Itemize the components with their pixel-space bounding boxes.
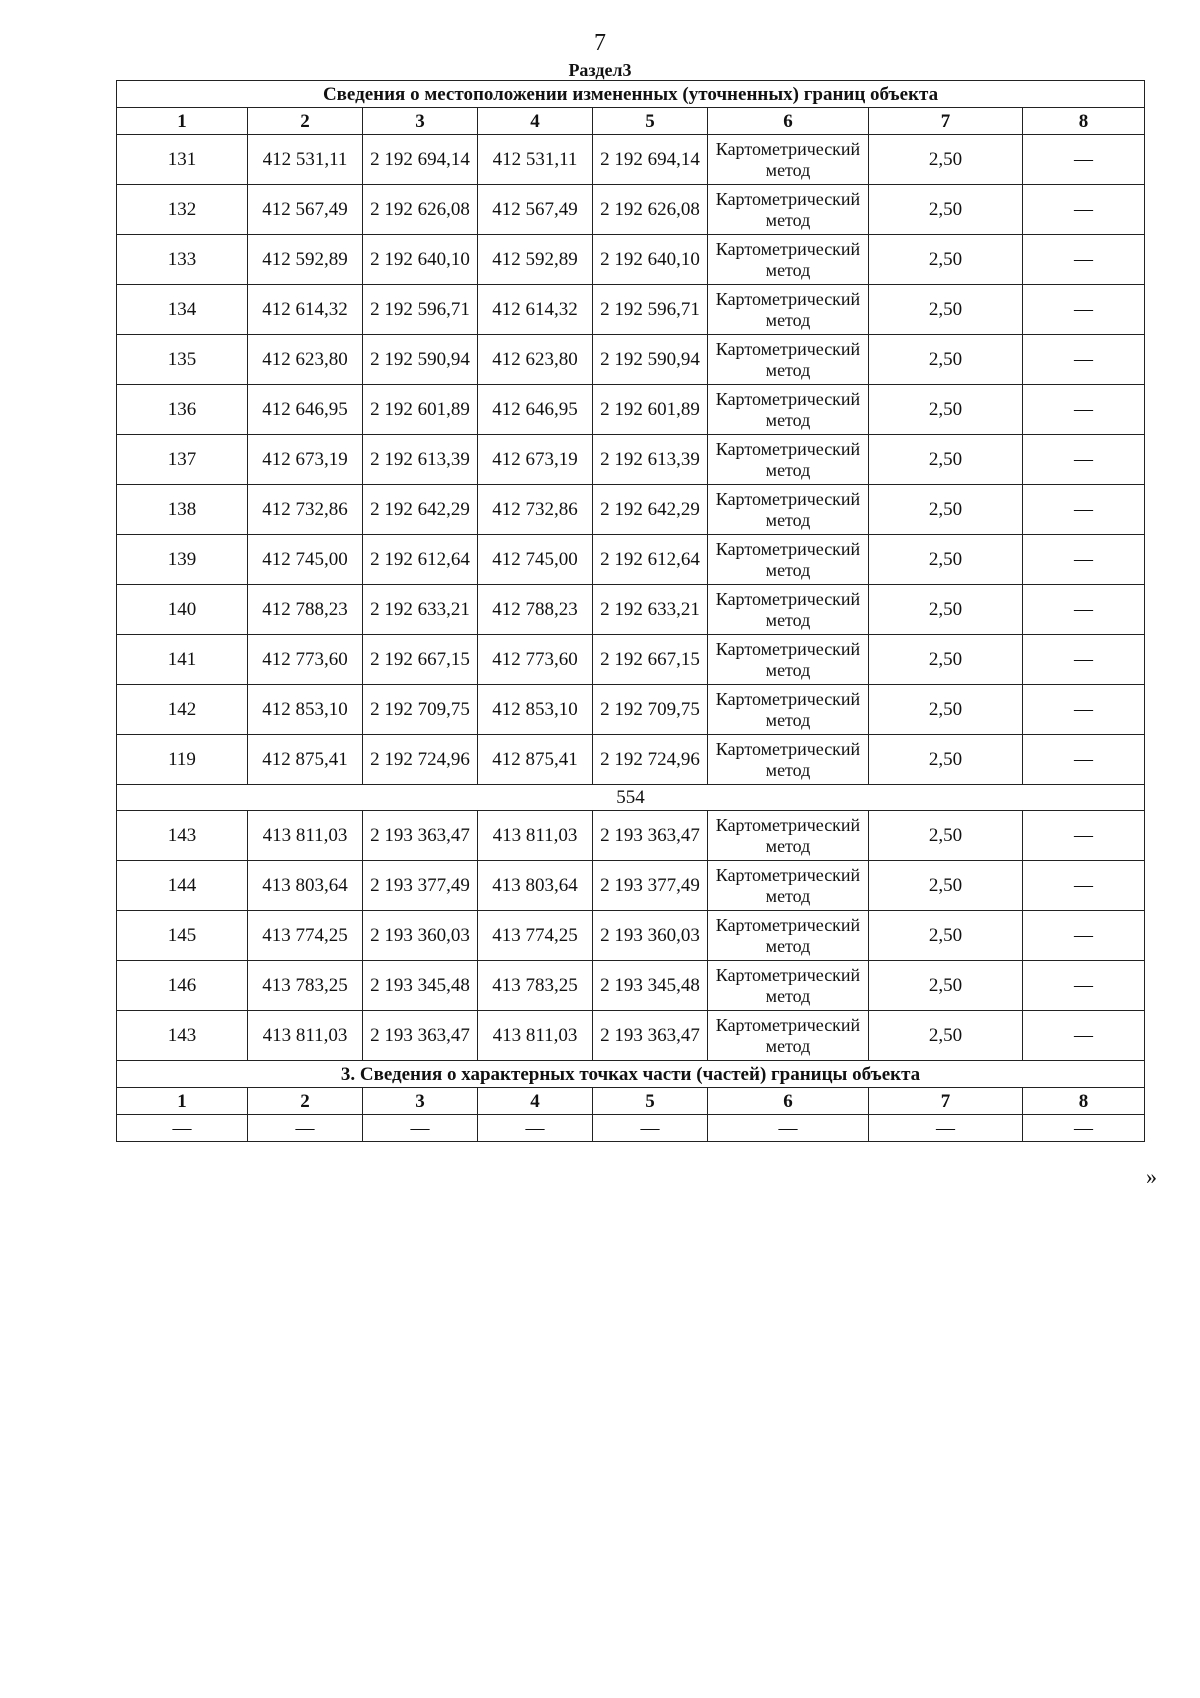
accuracy-cell: 2,50 — [869, 435, 1023, 485]
x-refined-cell: 412 773,60 — [478, 635, 593, 685]
section-label: Раздел3 — [568, 60, 632, 80]
table-row — [117, 861, 1145, 911]
table-row — [117, 135, 1145, 185]
x-refined-cell: 413 811,03 — [478, 811, 593, 861]
note-cell: — — [1023, 185, 1145, 235]
method-cell: Картометрический метод — [708, 335, 869, 385]
y-existing-cell: 2 192 590,94 — [363, 335, 478, 385]
method-cell: Картометрический метод — [708, 435, 869, 485]
point-number-cell: 142 — [117, 685, 248, 735]
accuracy-cell: 2,50 — [869, 585, 1023, 635]
x-existing-cell: 413 811,03 — [248, 1011, 363, 1061]
section3-header-col-1: 1 — [117, 1088, 248, 1115]
accuracy-cell: 2,50 — [869, 335, 1023, 385]
x-existing-cell: 412 646,95 — [248, 385, 363, 435]
y-existing-cell: 2 192 596,71 — [363, 285, 478, 335]
accuracy-cell: 2,50 — [869, 811, 1023, 861]
table-row — [117, 485, 1145, 535]
empty-cell: — — [593, 1115, 708, 1142]
note-cell: — — [1023, 961, 1145, 1011]
x-existing-cell: 412 623,80 — [248, 335, 363, 385]
y-existing-cell: 2 192 694,14 — [363, 135, 478, 185]
method-cell: Картометрический метод — [708, 911, 869, 961]
table-row — [117, 735, 1145, 785]
x-refined-cell: 412 646,95 — [478, 385, 593, 435]
point-number-cell: 131 — [117, 135, 248, 185]
method-cell: Картометрический метод — [708, 961, 869, 1011]
y-existing-cell: 2 192 601,89 — [363, 385, 478, 435]
x-existing-cell: 412 673,19 — [248, 435, 363, 485]
y-refined-cell: 2 192 724,96 — [593, 735, 708, 785]
table-row — [117, 585, 1145, 635]
x-existing-cell: 412 745,00 — [248, 535, 363, 585]
section3-header-col-5: 5 — [593, 1088, 708, 1115]
header-col-3: 3 — [363, 108, 478, 135]
empty-cell: — — [117, 1115, 248, 1142]
y-refined-cell: 2 193 360,03 — [593, 911, 708, 961]
x-refined-cell: 412 592,89 — [478, 235, 593, 285]
point-number-cell: 134 — [117, 285, 248, 335]
point-number-cell: 137 — [117, 435, 248, 485]
table-body — [117, 81, 1145, 1142]
method-cell: Картометрический метод — [708, 135, 869, 185]
y-existing-cell: 2 192 642,29 — [363, 485, 478, 535]
table-title: Сведения о местоположении измененных (уточненных) границ объекта — [117, 81, 1145, 108]
y-refined-cell: 2 192 694,14 — [593, 135, 708, 185]
y-refined-cell: 2 192 590,94 — [593, 335, 708, 385]
header-col-6: 6 — [708, 108, 869, 135]
point-number-cell: 146 — [117, 961, 248, 1011]
y-refined-cell: 2 192 601,89 — [593, 385, 708, 435]
y-refined-cell: 2 192 667,15 — [593, 635, 708, 685]
table-row — [117, 1011, 1145, 1061]
y-refined-cell: 2 193 363,47 — [593, 1011, 708, 1061]
x-existing-cell: 412 853,10 — [248, 685, 363, 735]
section3-title: 3. Сведения о характерных точках части (частей) границы объекта — [117, 1061, 1145, 1088]
table-row — [117, 385, 1145, 435]
section3-header-col-2: 2 — [248, 1088, 363, 1115]
x-refined-cell: 413 803,64 — [478, 861, 593, 911]
table-row — [117, 811, 1145, 861]
method-cell: Картометрический метод — [708, 385, 869, 435]
empty-cell: — — [363, 1115, 478, 1142]
table-row — [117, 185, 1145, 235]
y-existing-cell: 2 193 377,49 — [363, 861, 478, 911]
table-row — [117, 635, 1145, 685]
x-refined-cell: 412 875,41 — [478, 735, 593, 785]
accuracy-cell: 2,50 — [869, 385, 1023, 435]
method-cell: Картометрический метод — [708, 811, 869, 861]
method-cell: Картометрический метод — [708, 185, 869, 235]
section3-header-col-4: 4 — [478, 1088, 593, 1115]
group-label: 554 — [117, 785, 1145, 811]
point-number-cell: 132 — [117, 185, 248, 235]
note-cell: — — [1023, 335, 1145, 385]
x-refined-cell: 412 531,11 — [478, 135, 593, 185]
table-row — [117, 335, 1145, 385]
note-cell: — — [1023, 811, 1145, 861]
section3-header-col-7: 7 — [869, 1088, 1023, 1115]
x-refined-cell: 412 673,19 — [478, 435, 593, 485]
y-existing-cell: 2 193 360,03 — [363, 911, 478, 961]
note-cell: — — [1023, 635, 1145, 685]
table-title-row — [117, 81, 1145, 108]
x-refined-cell: 412 614,32 — [478, 285, 593, 335]
x-refined-cell: 412 788,23 — [478, 585, 593, 635]
accuracy-cell: 2,50 — [869, 735, 1023, 785]
accuracy-cell: 2,50 — [869, 185, 1023, 235]
y-refined-cell: 2 192 626,08 — [593, 185, 708, 235]
note-cell: — — [1023, 585, 1145, 635]
point-number-cell: 133 — [117, 235, 248, 285]
y-existing-cell: 2 192 633,21 — [363, 585, 478, 635]
accuracy-cell: 2,50 — [869, 961, 1023, 1011]
point-number-cell: 143 — [117, 811, 248, 861]
table-row — [117, 285, 1145, 335]
y-refined-cell: 2 192 633,21 — [593, 585, 708, 635]
method-cell: Картометрический метод — [708, 735, 869, 785]
table-row — [117, 911, 1145, 961]
x-existing-cell: 412 531,11 — [248, 135, 363, 185]
accuracy-cell: 2,50 — [869, 911, 1023, 961]
accuracy-cell: 2,50 — [869, 861, 1023, 911]
method-cell: Картометрический метод — [708, 535, 869, 585]
y-refined-cell: 2 192 640,10 — [593, 235, 708, 285]
note-cell: — — [1023, 435, 1145, 485]
accuracy-cell: 2,50 — [869, 1011, 1023, 1061]
header-col-7: 7 — [869, 108, 1023, 135]
header-col-2: 2 — [248, 108, 363, 135]
note-cell: — — [1023, 385, 1145, 435]
note-cell: — — [1023, 735, 1145, 785]
table-row — [117, 535, 1145, 585]
method-cell: Картометрический метод — [708, 1011, 869, 1061]
y-refined-cell: 2 192 613,39 — [593, 435, 708, 485]
note-cell: — — [1023, 1011, 1145, 1061]
y-refined-cell: 2 193 363,47 — [593, 811, 708, 861]
y-refined-cell: 2 192 612,64 — [593, 535, 708, 585]
x-existing-cell: 413 803,64 — [248, 861, 363, 911]
section3-empty-row — [117, 1115, 1145, 1142]
method-cell: Картометрический метод — [708, 635, 869, 685]
table-row — [117, 961, 1145, 1011]
x-refined-cell: 412 623,80 — [478, 335, 593, 385]
y-existing-cell: 2 192 626,08 — [363, 185, 478, 235]
x-existing-cell: 412 875,41 — [248, 735, 363, 785]
empty-cell: — — [1023, 1115, 1145, 1142]
point-number-cell: 141 — [117, 635, 248, 685]
accuracy-cell: 2,50 — [869, 235, 1023, 285]
page-number: 7 — [594, 30, 606, 56]
section3-header-col-3: 3 — [363, 1088, 478, 1115]
section3-title-row — [117, 1061, 1145, 1088]
x-existing-cell: 413 783,25 — [248, 961, 363, 1011]
y-refined-cell: 2 193 345,48 — [593, 961, 708, 1011]
x-existing-cell: 412 614,32 — [248, 285, 363, 335]
note-cell: — — [1023, 135, 1145, 185]
note-cell: — — [1023, 685, 1145, 735]
y-refined-cell: 2 192 709,75 — [593, 685, 708, 735]
table-row — [117, 685, 1145, 735]
empty-cell: — — [478, 1115, 593, 1142]
note-cell: — — [1023, 285, 1145, 335]
point-number-cell: 145 — [117, 911, 248, 961]
x-refined-cell: 412 567,49 — [478, 185, 593, 235]
y-existing-cell: 2 192 667,15 — [363, 635, 478, 685]
accuracy-cell: 2,50 — [869, 535, 1023, 585]
y-existing-cell: 2 193 363,47 — [363, 811, 478, 861]
accuracy-cell: 2,50 — [869, 485, 1023, 535]
method-cell: Картометрический метод — [708, 285, 869, 335]
method-cell: Картометрический метод — [708, 861, 869, 911]
coordinates-table — [116, 80, 1145, 1142]
accuracy-cell: 2,50 — [869, 135, 1023, 185]
x-existing-cell: 412 773,60 — [248, 635, 363, 685]
empty-cell: — — [708, 1115, 869, 1142]
point-number-cell: 119 — [117, 735, 248, 785]
closing-quote-mark: » — [1146, 1164, 1157, 1189]
note-cell: — — [1023, 235, 1145, 285]
accuracy-cell: 2,50 — [869, 685, 1023, 735]
y-existing-cell: 2 193 363,47 — [363, 1011, 478, 1061]
x-refined-cell: 413 811,03 — [478, 1011, 593, 1061]
y-existing-cell: 2 193 345,48 — [363, 961, 478, 1011]
empty-cell: — — [869, 1115, 1023, 1142]
x-refined-cell: 412 853,10 — [478, 685, 593, 735]
point-number-cell: 138 — [117, 485, 248, 535]
point-number-cell: 144 — [117, 861, 248, 911]
group-label-row — [117, 785, 1145, 811]
y-existing-cell: 2 192 613,39 — [363, 435, 478, 485]
y-existing-cell: 2 192 709,75 — [363, 685, 478, 735]
y-refined-cell: 2 193 377,49 — [593, 861, 708, 911]
x-existing-cell: 412 592,89 — [248, 235, 363, 285]
method-cell: Картометрический метод — [708, 585, 869, 635]
accuracy-cell: 2,50 — [869, 635, 1023, 685]
y-refined-cell: 2 192 642,29 — [593, 485, 708, 535]
note-cell: — — [1023, 485, 1145, 535]
y-existing-cell: 2 192 640,10 — [363, 235, 478, 285]
accuracy-cell: 2,50 — [869, 285, 1023, 335]
header-col-4: 4 — [478, 108, 593, 135]
point-number-cell: 139 — [117, 535, 248, 585]
y-refined-cell: 2 192 596,71 — [593, 285, 708, 335]
x-refined-cell: 412 745,00 — [478, 535, 593, 585]
x-existing-cell: 412 732,86 — [248, 485, 363, 535]
point-number-cell: 135 — [117, 335, 248, 385]
header-col-5: 5 — [593, 108, 708, 135]
method-cell: Картометрический метод — [708, 485, 869, 535]
x-existing-cell: 413 811,03 — [248, 811, 363, 861]
column-header-row — [117, 108, 1145, 135]
section3-header-row — [117, 1088, 1145, 1115]
x-existing-cell: 412 788,23 — [248, 585, 363, 635]
method-cell: Картометрический метод — [708, 685, 869, 735]
x-existing-cell: 413 774,25 — [248, 911, 363, 961]
y-existing-cell: 2 192 612,64 — [363, 535, 478, 585]
method-cell: Картометрический метод — [708, 235, 869, 285]
note-cell: — — [1023, 911, 1145, 961]
point-number-cell: 143 — [117, 1011, 248, 1061]
section3-header-col-8: 8 — [1023, 1088, 1145, 1115]
empty-cell: — — [248, 1115, 363, 1142]
table-row — [117, 435, 1145, 485]
table-row — [117, 235, 1145, 285]
note-cell: — — [1023, 861, 1145, 911]
x-existing-cell: 412 567,49 — [248, 185, 363, 235]
x-refined-cell: 413 774,25 — [478, 911, 593, 961]
y-existing-cell: 2 192 724,96 — [363, 735, 478, 785]
section3-header-col-6: 6 — [708, 1088, 869, 1115]
note-cell: — — [1023, 535, 1145, 585]
x-refined-cell: 412 732,86 — [478, 485, 593, 535]
header-col-1: 1 — [117, 108, 248, 135]
point-number-cell: 140 — [117, 585, 248, 635]
point-number-cell: 136 — [117, 385, 248, 435]
x-refined-cell: 413 783,25 — [478, 961, 593, 1011]
header-col-8: 8 — [1023, 108, 1145, 135]
